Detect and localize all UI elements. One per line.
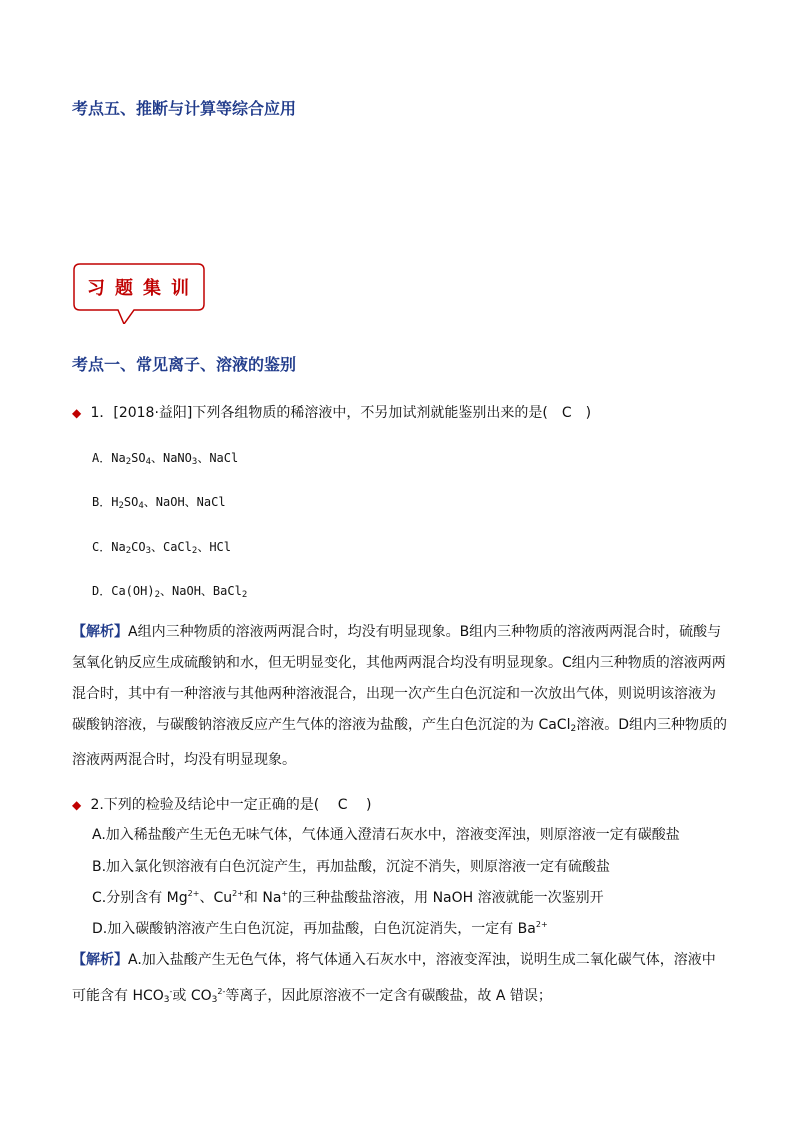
option-d bbox=[92, 582, 247, 600]
callout-label: 习题集训 bbox=[87, 278, 199, 299]
analysis-text: A.加入盐酸产生无色气体，将气体通入石灰水中，溶液变浑浊，说明生成二氧化碳气体，溶液中 bbox=[128, 952, 716, 968]
subscript: 2 bbox=[191, 546, 198, 556]
q2-option-b: B.加入氯化钡溶液有白色沉淀产生，再加盐酸，沉淀不消失，则原溶液一定有硫酸盐 bbox=[92, 859, 611, 875]
superscript: - bbox=[169, 987, 173, 996]
subscript: 4 bbox=[138, 501, 144, 511]
subscript: 3 bbox=[163, 995, 170, 1005]
question-1-stem bbox=[72, 402, 591, 422]
option-text: 、Cu bbox=[199, 890, 233, 906]
analysis-line bbox=[72, 710, 728, 745]
analysis-line bbox=[72, 976, 728, 1016]
formula-part: CO bbox=[131, 540, 146, 554]
option-b-letter: B． bbox=[92, 495, 112, 509]
subscript: 2 bbox=[125, 457, 132, 467]
option-text: 的三种盐酸盐溶液，用 NaOH 溶液就能一次鉴别开 bbox=[288, 890, 604, 906]
subscript: 3 bbox=[145, 546, 151, 556]
superscript: 2+ bbox=[232, 889, 244, 898]
formula-part: 、NaNO bbox=[150, 451, 192, 465]
formula-part: SO bbox=[131, 451, 146, 465]
option-text: 和 Na bbox=[243, 890, 282, 906]
analysis-line bbox=[72, 617, 728, 648]
formula-part: Na bbox=[111, 451, 126, 465]
superscript: + bbox=[281, 889, 289, 898]
subscript: 2 bbox=[125, 546, 132, 556]
analysis-line: 溶液两两混合时，均没有明显现象。 bbox=[72, 752, 296, 768]
analysis-label: 【解析】 bbox=[72, 952, 128, 968]
analysis-line bbox=[72, 945, 728, 976]
page-title: 考点五、推断与计算等综合应用 bbox=[72, 99, 297, 118]
subscript: 2 bbox=[570, 724, 577, 734]
subscript: 2 bbox=[118, 501, 124, 511]
diamond-icon: ◆ bbox=[72, 798, 82, 812]
analysis-label: 【解析】 bbox=[72, 624, 128, 640]
question-2-analysis bbox=[72, 945, 728, 1016]
option-a-letter: A． bbox=[92, 451, 112, 465]
superscript: 2+ bbox=[535, 920, 548, 929]
q2-option-a: A.加入稀盐酸产生无色无味气体，气体通入澄清石灰水中，溶液变浑浊，则原溶液一定有碳酸盐 bbox=[92, 827, 680, 843]
subscript: 2 bbox=[154, 590, 161, 600]
formula-part: 、HCl bbox=[197, 540, 231, 554]
formula-part: 、CaCl bbox=[150, 540, 192, 554]
q2-option-d bbox=[92, 918, 548, 938]
question-2-text: 2.下列的检验及结论中一定正确的是( C ) bbox=[90, 797, 372, 813]
section-title: 考点一、常见离子、溶液的鉴别 bbox=[72, 355, 297, 374]
formula-part: 、NaOH、BaCl bbox=[160, 584, 242, 598]
superscript: 2+ bbox=[187, 889, 200, 898]
analysis-line: 混合时，其中有一种溶液与其他两种溶液混合，出现一次产生白色沉淀和一次放出气体，则说明该溶液为 bbox=[72, 686, 716, 702]
analysis-text: 碳酸钠溶液，与碳酸钠溶液反应产生气体的溶液为盐酸，产生白色沉淀的为 CaCl bbox=[72, 717, 571, 733]
formula-part: 、NaOH、NaCl bbox=[143, 495, 226, 509]
analysis-text: 或 CO bbox=[172, 988, 212, 1004]
subscript: 2 bbox=[241, 590, 248, 600]
analysis-text: 可能含有 HCO bbox=[72, 988, 164, 1004]
option-c-letter: C． bbox=[92, 540, 112, 554]
option-text: C.分别含有 Mg bbox=[92, 890, 188, 906]
diamond-icon: ◆ bbox=[72, 406, 82, 420]
q2-option-c bbox=[92, 887, 604, 907]
subscript: 3 bbox=[211, 995, 218, 1005]
superscript: 2- bbox=[217, 987, 226, 996]
formula-part: 、NaCl bbox=[197, 451, 239, 465]
formula-part: Na bbox=[111, 540, 126, 554]
formula-part: SO bbox=[123, 495, 139, 509]
formula-part: H bbox=[111, 495, 119, 509]
subscript: 4 bbox=[145, 457, 151, 467]
option-b bbox=[92, 493, 226, 511]
option-text: D.加入碳酸钠溶液产生白色沉淀，再加盐酸，白色沉淀消失，一定有 Ba bbox=[92, 921, 536, 937]
option-c bbox=[92, 538, 231, 556]
option-d-letter: D． bbox=[92, 584, 112, 598]
analysis-text: A组内三种物质的溶液两两混合时，均没有明显现象。B组内三种物质的溶液两两混合时，硫酸与 bbox=[128, 624, 722, 640]
analysis-text: 等离子，因此原溶液不一定含有碳酸盐，故 A 错误； bbox=[225, 988, 552, 1004]
question-1-text: 1．[2018·益阳]下列各组物质的稀溶液中，不另加试剂就能鉴别出来的是( C ) bbox=[90, 405, 592, 421]
option-a bbox=[92, 449, 238, 467]
formula-part: Ca(OH) bbox=[111, 584, 155, 598]
question-2-stem bbox=[72, 794, 371, 814]
analysis-text: 溶液。D组内三种物质的 bbox=[576, 717, 727, 733]
subscript: 3 bbox=[191, 457, 198, 467]
analysis-line: 氢氧化钠反应生成硫酸钠和水，但无明显变化，其他两两混合均没有明显现象。C组内三种物质的溶液两两 bbox=[72, 655, 726, 671]
question-1-analysis bbox=[72, 617, 728, 776]
